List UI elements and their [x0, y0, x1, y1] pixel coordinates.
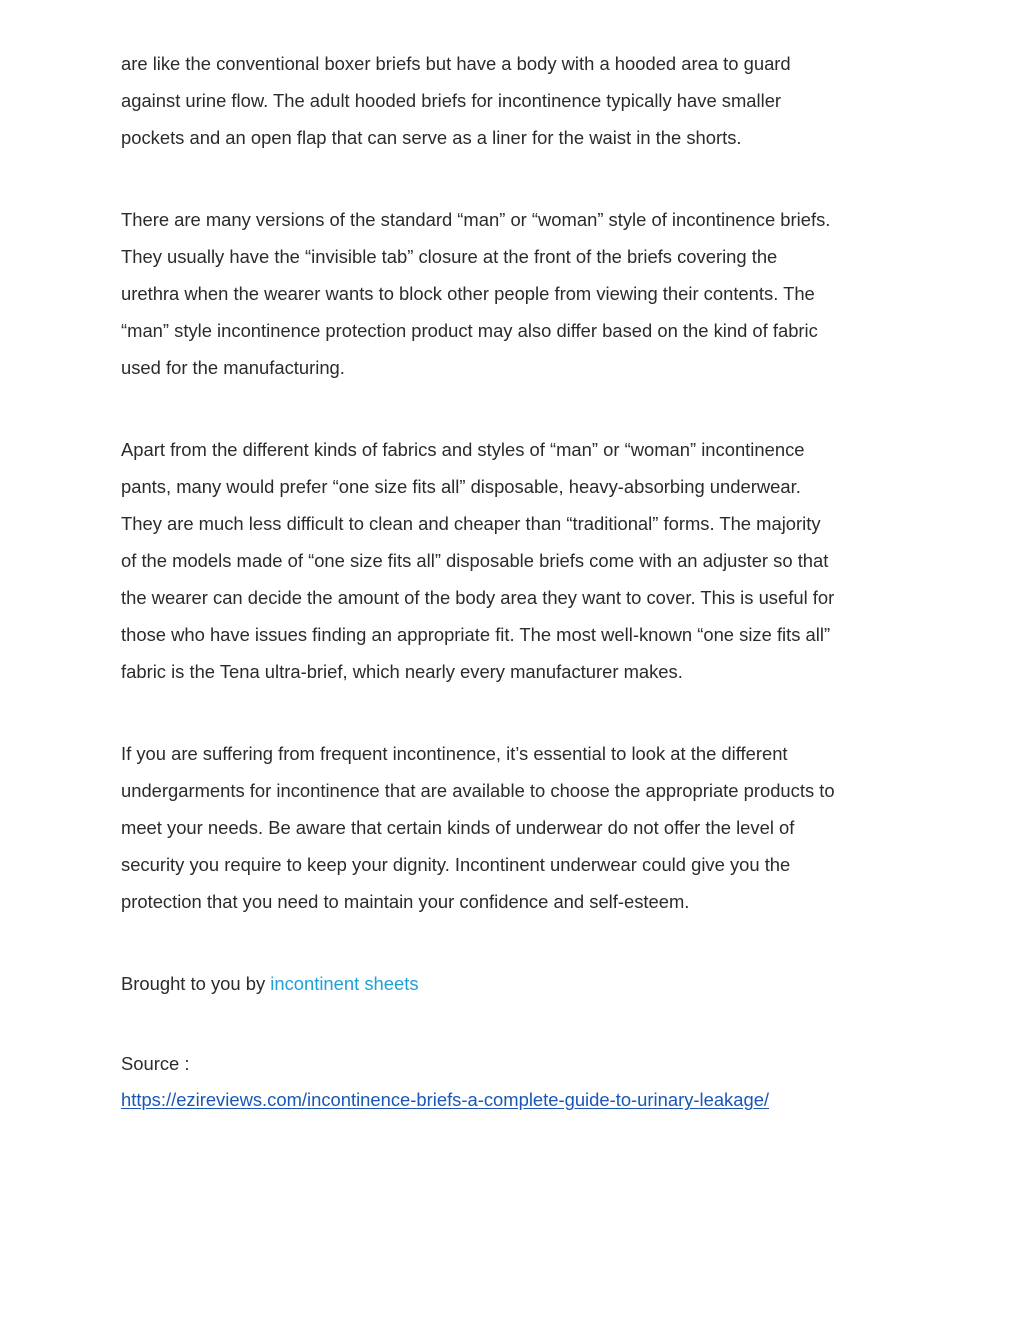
- text-line: “man” style incontinence protection product may also differ based on the kind of fabric: [121, 320, 818, 341]
- text-line: of the models made of “one size fits all” disposable briefs come with an adjuster so that: [121, 550, 829, 571]
- paragraph-spacer: [121, 156, 921, 201]
- paragraph-spacer: [121, 386, 921, 431]
- text-line: Apart from the different kinds of fabrics and styles of “man” or “woman” incontinence: [121, 439, 805, 460]
- text-line: protection that you need to maintain your confidence and self-esteem.: [121, 891, 690, 912]
- paragraph-spacer: [121, 1002, 921, 1047]
- text-line: There are many versions of the standard “man” or “woman” style of incontinence briefs.: [121, 209, 831, 230]
- text-line: meet your needs. Be aware that certain kinds of underwear do not offer the level of: [121, 817, 795, 838]
- text-line: the wearer can decide the amount of the body area they want to cover. This is useful for: [121, 587, 835, 608]
- text-line: used for the manufacturing.: [121, 357, 345, 378]
- text-line: If you are suffering from frequent incontinence, it’s essential to look at the different: [121, 743, 788, 764]
- text-line: pants, many would prefer “one size fits all” disposable, heavy-absorbing underwear.: [121, 476, 801, 497]
- paragraph-spacer: [121, 690, 921, 735]
- attribution-prefix: Brought to you by: [121, 973, 271, 994]
- text-line: They are much less difficult to clean and cheaper than “traditional” forms. The majority: [121, 513, 821, 534]
- attribution-line: [121, 965, 921, 1002]
- text-line: security you require to keep your dignity. Incontinent underwear could give you the: [121, 854, 791, 875]
- text-line: are like the conventional boxer briefs but have a body with a hooded area to guard: [121, 53, 791, 74]
- text-line: pockets and an open flap that can serve as a liner for the waist in the shorts.: [121, 127, 742, 148]
- text-line: undergarments for incontinence that are available to choose the appropriate products to: [121, 780, 835, 801]
- paragraph-styles: [121, 201, 921, 386]
- source-label: Source :: [121, 1053, 190, 1074]
- attribution-paragraph: [121, 965, 921, 1002]
- text-line: urethra when the wearer wants to block other people from viewing their contents. The: [121, 283, 815, 304]
- paragraph-frequent-incontinence: [121, 735, 921, 920]
- text-line: against urine flow. The adult hooded briefs for incontinence typically have smaller: [121, 90, 782, 111]
- paragraph-hooded-briefs: [121, 45, 921, 156]
- document-body: [121, 45, 921, 1118]
- source-url-link[interactable]: https://ezireviews.com/incontinence-briefs-a-complete-guide-to-urinary-leakage/: [121, 1089, 770, 1110]
- text-line: They usually have the “invisible tab” closure at the front of the briefs covering the: [121, 246, 778, 267]
- incontinent-sheets-link[interactable]: incontinent sheets: [270, 973, 419, 994]
- paragraph-one-size: [121, 431, 921, 690]
- paragraph-spacer: [121, 920, 921, 965]
- text-line: those who have issues finding an appropriate fit. The most well-known “one size fits all”: [121, 624, 831, 645]
- source-paragraph: [121, 1047, 921, 1118]
- text-line: fabric is the Tena ultra-brief, which nearly every manufacturer makes.: [121, 661, 683, 682]
